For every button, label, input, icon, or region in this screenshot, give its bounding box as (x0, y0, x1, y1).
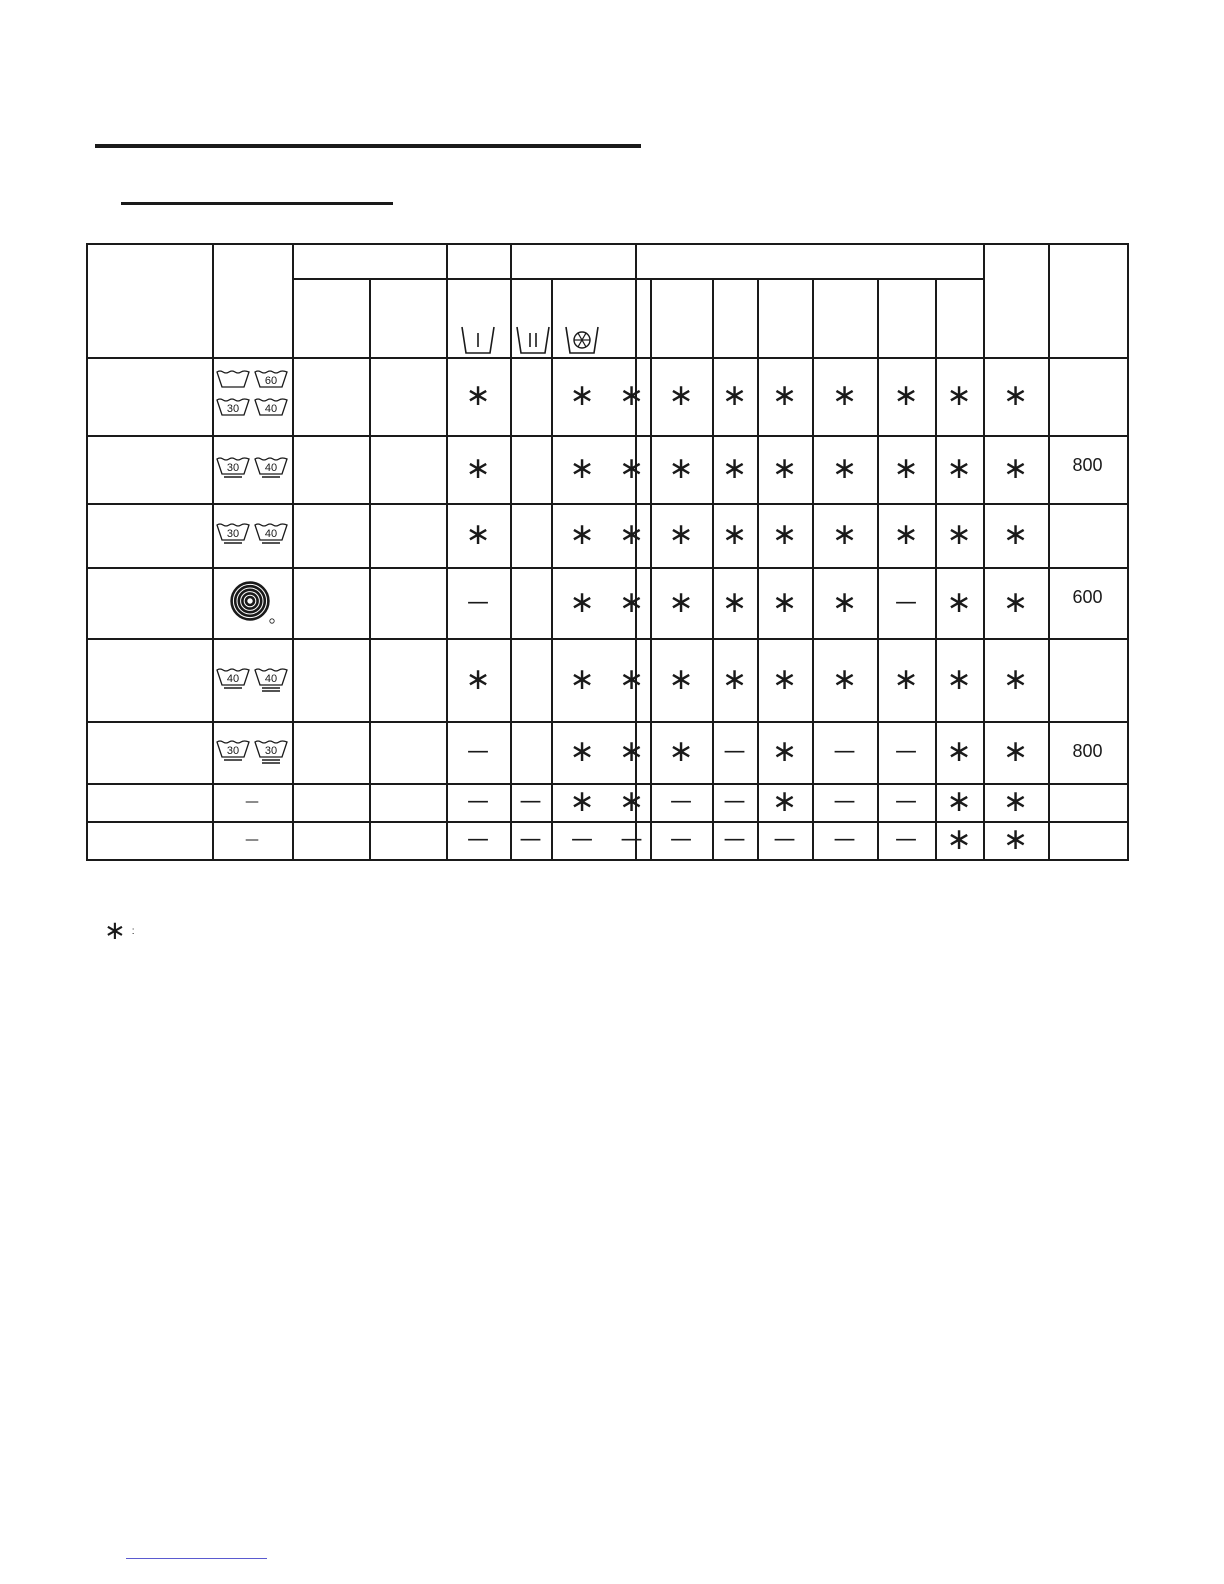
asterisk-glyph: ∗ (721, 584, 748, 620)
asterisk-mark (983, 821, 1048, 859)
asterisk-mark (613, 567, 650, 638)
dash-mark (712, 721, 757, 783)
asterisk-mark (812, 435, 877, 503)
dash-mark (812, 721, 877, 783)
svg-text:40: 40 (226, 672, 240, 685)
asterisk-mark (446, 638, 510, 721)
asterisk-mark (757, 721, 812, 783)
table-vline (369, 278, 371, 861)
svg-text:30: 30 (226, 403, 240, 415)
asterisk-mark (650, 567, 712, 638)
asterisk-glyph: ∗ (1002, 734, 1029, 769)
care-label-cell (212, 721, 292, 783)
asterisk-mark (551, 503, 613, 567)
asterisk-mark (712, 435, 757, 503)
asterisk-glyph: ∗ (465, 378, 491, 413)
dash-mark (877, 721, 935, 783)
dash-glyph: — (723, 739, 746, 764)
wash-tub-30-bar-icon (216, 739, 250, 765)
asterisk-glyph: ∗ (946, 517, 972, 552)
asterisk-glyph: ∗ (946, 734, 972, 769)
spin-speed-cell (1048, 567, 1127, 638)
asterisk-glyph: ∗ (668, 378, 694, 413)
dash-glyph: — (467, 789, 489, 814)
asterisk-glyph: ∗ (618, 584, 645, 620)
asterisk-glyph: ∗ (721, 378, 748, 413)
asterisk-glyph: ∗ (1002, 784, 1029, 819)
asterisk-glyph: ∗ (618, 661, 645, 697)
asterisk-mark (935, 435, 983, 503)
asterisk-glyph: ∗ (721, 661, 748, 697)
dash-glyph: — (895, 827, 917, 852)
asterisk-mark (757, 783, 812, 821)
svg-text:30: 30 (226, 462, 240, 474)
asterisk-mark (650, 638, 712, 721)
asterisk-mark (983, 721, 1048, 783)
care-dash: — (245, 794, 259, 810)
asterisk-glyph: ∗ (1002, 517, 1029, 552)
asterisk-mark (877, 357, 935, 435)
asterisk-glyph: ∗ (618, 734, 645, 769)
asterisk-mark (650, 503, 712, 567)
asterisk-glyph: ∗ (893, 661, 919, 697)
asterisk-glyph: ∗ (771, 378, 798, 413)
asterisk-glyph: ∗ (771, 734, 798, 769)
asterisk-glyph: ∗ (569, 661, 595, 697)
asterisk-mark (446, 435, 510, 503)
asterisk-mark (812, 638, 877, 721)
dash-glyph: — (670, 789, 692, 814)
asterisk-mark (613, 638, 650, 721)
asterisk-glyph: ∗ (1002, 584, 1029, 620)
legend (104, 918, 135, 944)
svg-text:30: 30 (226, 745, 240, 757)
dash-mark (650, 821, 712, 859)
asterisk-glyph: ∗ (893, 451, 919, 486)
legend-asterisk: ∗ (104, 916, 126, 946)
dash-mark (613, 821, 650, 859)
care-label-cell (212, 357, 292, 435)
asterisk-glyph: ∗ (771, 517, 798, 552)
asterisk-glyph: ∗ (668, 734, 694, 769)
svg-text:40: 40 (264, 462, 278, 474)
asterisk-mark (983, 783, 1048, 821)
dash-mark (877, 783, 935, 821)
asterisk-glyph: ∗ (569, 451, 595, 486)
dash-glyph: — (467, 589, 489, 615)
asterisk-glyph: ∗ (569, 734, 595, 769)
table-vline (510, 278, 512, 861)
asterisk-glyph: ∗ (721, 517, 748, 552)
svg-text:30: 30 (264, 745, 278, 757)
asterisk-glyph: ∗ (771, 661, 798, 697)
asterisk-mark (935, 638, 983, 721)
asterisk-glyph: ∗ (946, 378, 972, 413)
asterisk-glyph: ∗ (668, 584, 694, 620)
dash-glyph: — (833, 739, 856, 764)
dash-glyph: — (519, 827, 542, 852)
wash-tub-40-bar-icon (216, 667, 250, 693)
wash-tub-30-bar-icon (216, 522, 250, 548)
asterisk-glyph: ∗ (721, 451, 748, 486)
asterisk-glyph: ∗ (831, 378, 858, 413)
asterisk-mark (757, 638, 812, 721)
dash-mark (510, 783, 551, 821)
asterisk-mark (446, 357, 510, 435)
dash-glyph: — (773, 827, 796, 852)
asterisk-glyph: ∗ (465, 661, 491, 697)
asterisk-glyph: ∗ (618, 517, 645, 552)
asterisk-mark (877, 435, 935, 503)
asterisk-mark (712, 503, 757, 567)
header-subline (292, 278, 983, 280)
asterisk-mark (935, 721, 983, 783)
dash-mark (877, 567, 935, 638)
svg-text:40: 40 (264, 528, 278, 540)
asterisk-mark (551, 435, 613, 503)
dash-mark (551, 821, 613, 859)
dash-mark (446, 721, 510, 783)
spin-speed-value: 800 (1072, 741, 1103, 761)
asterisk-glyph: ∗ (946, 822, 972, 857)
asterisk-mark (877, 638, 935, 721)
asterisk-glyph: ∗ (1002, 661, 1029, 697)
asterisk-glyph: ∗ (831, 584, 858, 620)
asterisk-mark (446, 503, 510, 567)
asterisk-mark (983, 357, 1048, 435)
asterisk-glyph: ∗ (668, 451, 694, 486)
programme-table (86, 243, 1129, 861)
dash-glyph: — (723, 789, 746, 814)
asterisk-mark (551, 638, 613, 721)
asterisk-mark (983, 638, 1048, 721)
asterisk-glyph: ∗ (618, 378, 645, 413)
dash-mark (712, 821, 757, 859)
asterisk-glyph: ∗ (893, 378, 919, 413)
asterisk-glyph: ∗ (569, 517, 595, 552)
asterisk-glyph: ∗ (465, 451, 491, 486)
asterisk-glyph: ∗ (831, 451, 858, 486)
asterisk-mark (613, 721, 650, 783)
asterisk-mark (877, 503, 935, 567)
dash-glyph: — (519, 789, 542, 814)
dash-mark (446, 567, 510, 638)
footer-link-rule (126, 1558, 267, 1559)
dash-glyph: — (833, 827, 856, 852)
spin-speed-cell (1048, 435, 1127, 503)
spin-speed-value: 800 (1072, 455, 1103, 475)
asterisk-mark (650, 721, 712, 783)
asterisk-glyph: ∗ (618, 451, 645, 486)
dash-glyph: — (670, 827, 692, 852)
asterisk-mark (757, 435, 812, 503)
asterisk-mark (935, 783, 983, 821)
dash-glyph: — (895, 589, 917, 615)
dash-glyph: — (467, 739, 489, 764)
asterisk-glyph: ∗ (1002, 451, 1029, 486)
dash-glyph: — (723, 827, 746, 852)
wash-tub-30-double-bar-icon (254, 739, 288, 765)
asterisk-mark (551, 783, 613, 821)
dash-mark (812, 783, 877, 821)
dash-glyph: — (571, 827, 593, 852)
asterisk-glyph: ∗ (668, 661, 694, 697)
compartment-softener-icon (564, 323, 600, 357)
heading-rule-primary (95, 144, 641, 148)
asterisk-glyph: ∗ (771, 584, 798, 620)
svg-text:40: 40 (264, 403, 278, 415)
asterisk-mark (613, 357, 650, 435)
asterisk-glyph: ∗ (668, 517, 694, 552)
asterisk-mark (551, 357, 613, 435)
table-hline (86, 243, 1129, 245)
dash-glyph: — (895, 789, 917, 814)
asterisk-mark (812, 567, 877, 638)
asterisk-glyph: ∗ (946, 661, 972, 697)
wash-tub-60-icon (254, 369, 288, 395)
wash-tub-40-bar-icon (254, 522, 288, 548)
spin-speed-cell (1048, 721, 1127, 783)
care-label-cell (212, 503, 292, 567)
dash-mark (812, 821, 877, 859)
asterisk-mark (812, 357, 877, 435)
asterisk-mark (983, 567, 1048, 638)
svg-text:30: 30 (226, 528, 240, 540)
asterisk-glyph: ∗ (569, 378, 595, 413)
woolmark-logo-icon (226, 579, 278, 627)
asterisk-mark (650, 435, 712, 503)
spin-speed-value: 600 (1072, 587, 1103, 607)
asterisk-mark (712, 638, 757, 721)
asterisk-mark (551, 567, 613, 638)
table-vline (86, 243, 88, 861)
dash-glyph: — (895, 739, 917, 764)
wash-tub-40-double-bar-icon (254, 667, 288, 693)
asterisk-mark (712, 567, 757, 638)
asterisk-mark (650, 357, 712, 435)
asterisk-glyph: ∗ (569, 784, 595, 819)
table-hline (86, 859, 1129, 861)
asterisk-mark (935, 357, 983, 435)
wash-tub-30-bar-icon (216, 456, 250, 482)
compartment-i-icon (460, 323, 496, 357)
asterisk-glyph: ∗ (618, 784, 645, 819)
asterisk-mark (935, 503, 983, 567)
dash-mark (757, 821, 812, 859)
asterisk-glyph: ∗ (771, 451, 798, 486)
dash-mark (712, 783, 757, 821)
dash-mark (650, 783, 712, 821)
care-label-cell (212, 821, 292, 859)
asterisk-glyph: ∗ (1002, 822, 1029, 857)
care-dash: — (245, 832, 259, 848)
asterisk-mark (757, 503, 812, 567)
asterisk-glyph: ∗ (569, 584, 595, 620)
table-vline (292, 243, 294, 861)
asterisk-glyph: ∗ (946, 784, 972, 819)
dash-glyph: — (620, 827, 643, 852)
wash-tub-plain-icon (216, 369, 250, 395)
asterisk-mark (812, 503, 877, 567)
asterisk-mark (613, 783, 650, 821)
heading-rule-secondary (121, 202, 393, 205)
asterisk-glyph: ∗ (893, 517, 919, 552)
care-label-cell (212, 783, 292, 821)
asterisk-mark (613, 503, 650, 567)
compartment-ii-icon (515, 323, 551, 357)
table-vline (1127, 243, 1129, 861)
asterisk-glyph: ∗ (946, 584, 972, 620)
svg-text:40: 40 (264, 672, 278, 685)
legend-colon: : (131, 925, 135, 937)
asterisk-mark (712, 357, 757, 435)
asterisk-glyph: ∗ (946, 451, 972, 486)
dash-glyph: — (467, 827, 489, 852)
asterisk-glyph: ∗ (1002, 378, 1029, 413)
dash-mark (446, 821, 510, 859)
asterisk-mark (757, 357, 812, 435)
dash-glyph: — (833, 789, 856, 814)
wash-tub-40-bar-icon (254, 456, 288, 482)
asterisk-glyph: ∗ (831, 661, 858, 697)
asterisk-mark (757, 567, 812, 638)
asterisk-mark (935, 567, 983, 638)
asterisk-glyph: ∗ (831, 517, 858, 552)
asterisk-mark (551, 721, 613, 783)
svg-text:60: 60 (264, 375, 278, 387)
wash-tub-40-icon (254, 397, 288, 423)
wash-tub-30-icon (216, 397, 250, 423)
care-label-cell (212, 567, 292, 638)
asterisk-glyph: ∗ (465, 517, 491, 552)
dash-mark (510, 821, 551, 859)
care-label-cell (212, 435, 292, 503)
care-label-cell (212, 638, 292, 721)
asterisk-glyph: ∗ (771, 784, 798, 819)
dash-mark (446, 783, 510, 821)
asterisk-mark (983, 503, 1048, 567)
asterisk-mark (935, 821, 983, 859)
dash-mark (877, 821, 935, 859)
asterisk-mark (983, 435, 1048, 503)
asterisk-mark (613, 435, 650, 503)
